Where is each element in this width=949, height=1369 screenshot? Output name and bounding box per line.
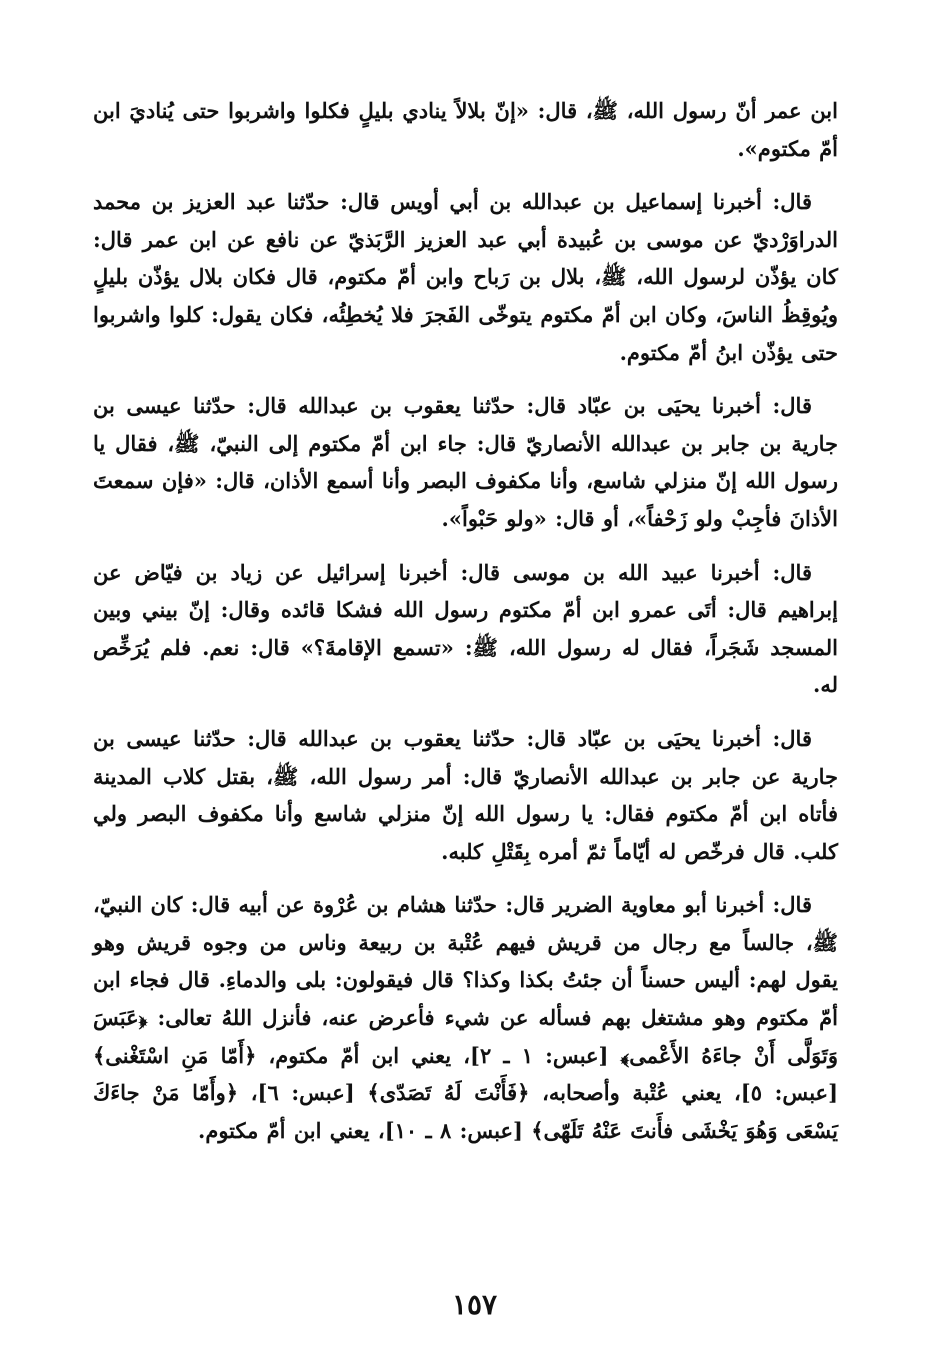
paragraph-4: قال: أخبرنا عبيد الله بن موسى قال: أخبرنا إسرائيل عن زياد بن فيّاض عن إبراهيم قال: أتَى عمرو ابن أمّ مكتوم رسول الله فشكا قائده وقال: إنّ بيني وبين المسجد شَجَراً، فقال له رسول الله، ﷺ: «تسمع الإقامةَ؟» قال: نعم. فلم يُرَخِّص له. bbox=[93, 559, 838, 698]
paragraph-5: قال: أخبرنا يحيَى بن عبّاد قال: حدّثنا يعقوب بن عبدالله قال: حدّثنا عيسى بن جارية عن جابر بن عبدالله الأنصاريّ قال: أمر رسول الله، ﷺ، بقتل كلاب المدينة فأتاه ابن أمّ مكتوم فقال: يا رسول الله إنّ منزلي شاسع وأنا مكفوف البصر ولي كلب. قال فرخّص له أيّاماً ثمّ أمره بِقَتْلِ كلبه. bbox=[93, 725, 838, 864]
page-body bbox=[93, 92, 838, 1165]
paragraph-6: قال: أخبرنا أبو معاوية الضرير قال: حدّثنا هشام بن عُرْوة عن أبيه قال: كان النبيّ، ﷺ، جالساً مع رجال من قريش فيهم عُتْبة بن ربيعة وناس من وجوه قريش وهو يقول لهم: أليس حسناً أن جئتُ بكذا وكذا؟ قال فيقولون: بلى والدماءِ. قال فجاء ابن أمّ مكتوم وهو مشتغل بهم فسأله عن شيء فأعرض عنه، فأنزل اللهُ تعالى: ﴿عَبَسَ وَتَوَلَّى أَنْ جاءَهُ الأَعْمى﴾ [عبس: ١ ـ ٢]، يعني ابن أمّ مكتوم، ﴿أَمّا مَنِ اسْتَغْنى﴾ [عبس: ٥]، يعني عُتْبة وأصحابه، ﴿فَأَنْتَ لَهُ تَصَدّى﴾ [عبس: ٦]، ﴿وأَمّا مَنْ جاءَكَ يَسْعَى وَهُوَ يَخْشَى فأَنتَ عَنْهُ تَلَهّى﴾ [عبس: ٨ ـ ١٠]، يعني ابن أمّ مكتوم. bbox=[93, 892, 839, 1143]
page-number: ١٥٧ bbox=[451, 1288, 498, 1321]
paragraph-1: ابن عمر أنّ رسول الله، ﷺ، قال: «إنّ بلالاً ينادي بليلٍ فكلوا واشربوا حتى يُناديَ ابن أمّ مكتوم». bbox=[93, 98, 838, 161]
paragraph-2: قال: أخبرنا إسماعيل بن عبدالله بن أبي أويس قال: حدّثنا عبد العزيز بن محمد الدراوَرْديّ عن موسى بن عُبيدة أبي عبد العزيز الرَّبَذيّ عن نافع عن ابن عمر قال: كان يؤذّن لرسول الله، ﷺ، بلال بن رَباح وابن أمّ مكتوم، قال فكان بلال يؤذّن بليلٍ ويُوقِظُ الناسَ، وكان ابن أمّ مكتوم يتوخّى الفَجرَ فلا يُخطِئُه، فكان يقول: كلوا واشربوا حتى يؤذّن ابنُ أمّ مكتوم. bbox=[93, 189, 838, 365]
paragraph-3: قال: أخبرنا يحيَى بن عبّاد قال: حدّثنا يعقوب بن عبدالله قال: حدّثنا عيسى بن جارية بن جابر بن عبدالله الأنصاريّ قال: جاء ابن أمّ مكتوم إلى النبيّ، ﷺ، فقال يا رسول الله إنّ منزلي شاسع، وأنا مكفوف البصر وأنا أسمع الأذان، قال: «فإن سمعتَ الأذانَ فأجِبْ ولو زَحْفاً»، أو قال: «ولو حَبْواً». bbox=[93, 393, 838, 531]
